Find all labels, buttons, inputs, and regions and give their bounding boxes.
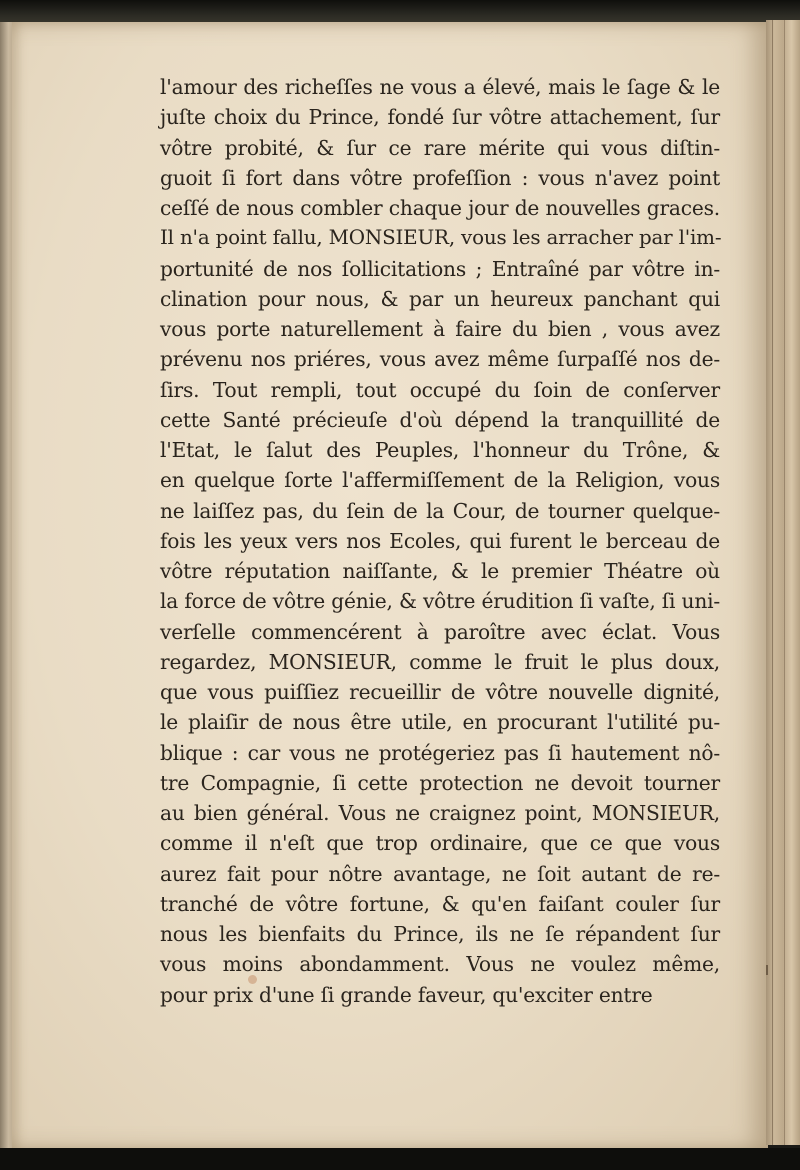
text-line: nous les bienfaits du Prince, ils ne ſe répandent ſur — [160, 922, 720, 946]
text-line: cette Santé précieuſe d'où dépend la tranquillité de — [160, 407, 720, 432]
text-line: portunité de nos ſollicitations ; Entraîné par vôtre in- — [160, 256, 720, 281]
text-line: ſirs. Tout rempli, tout occupé du ſoin de conſerver — [160, 377, 720, 402]
text-line: aurez fait pour nôtre avantage, ne ſoit autant de re- — [160, 861, 720, 886]
text-line: ne laiſſez pas, du ſein de la Cour, de tourner quelque- — [160, 498, 720, 523]
text-line: clination pour nous, & par un heureux panchant qui — [160, 286, 720, 311]
text-line: que vous puiſſiez recueillir de vôtre nouvelle dignité, — [160, 680, 720, 704]
text-line: verſelle commencérent à paroître avec éclat. Vous — [160, 619, 720, 644]
text-line: blique : car vous ne protégeriez pas ſi hautement nô- — [160, 740, 720, 765]
text-line: vôtre probité, & ſur ce rare mérite qui vous diſtin- — [160, 135, 720, 160]
text-line: juſte choix du Prince, fondé ſur vôtre attachement, ſur — [160, 105, 720, 130]
text-line: l'Etat, le ſalut des Peuples, l'honneur du Trône, & — [160, 438, 720, 462]
text-line: fois les yeux vers nos Ecoles, qui furent le berceau de — [160, 528, 720, 553]
text-line: l'amour des richeſſes ne vous a élevé, mais le ſage & le — [160, 75, 720, 99]
text-line: le plaiſir de nous être utile, en procurant l'utilité pu- — [160, 710, 720, 735]
right-page-stack — [766, 20, 800, 1145]
text-line: guoit ſi fort dans vôtre profeſſion : vous n'avez point — [160, 165, 720, 190]
text-line: en quelque ſorte l'affermiſſement de la Religion, vous — [160, 468, 720, 493]
book-bottom-edge — [0, 1148, 800, 1170]
text-line: comme il n'eſt que trop ordinaire, que ce que vous — [160, 831, 720, 856]
text-line: prévenu nos priéres, vous avez même ſurpaſſé nos de- — [160, 347, 720, 372]
text-line: vous porte naturellement à faire du bien , vous avez — [160, 317, 720, 341]
margin-mark — [766, 965, 768, 975]
text-line: vous moins abondamment. Vous ne voulez même, — [160, 952, 720, 977]
text-line: au bien général. Vous ne craignez point, MONSIEUR, — [160, 801, 720, 825]
text-line: vôtre réputation naiſſante, & le premier Théatre où — [160, 559, 720, 583]
text-line: la force de vôtre génie, & vôtre érudition ſi vaſte, ſi uni- — [160, 589, 720, 614]
text-line: regardez, MONSIEUR, comme le fruit le plus doux, — [160, 649, 720, 674]
text-line: Il n'a point fallu, MONSIEUR, vous les arracher par l'im- — [160, 226, 722, 250]
text-line: pour prix d'une ſi grande faveur, qu'exciter entre — [160, 982, 653, 1007]
text-line: tre Compagnie, ſi cette protection ne devoit tourner — [160, 770, 720, 795]
text-line: tranché de vôtre fortune, & qu'en faiſant couler ſur — [160, 891, 720, 916]
text-line: ceſſé de nous combler chaque jour de nouvelles graces. — [160, 196, 720, 220]
page-text — [160, 72, 720, 1010]
